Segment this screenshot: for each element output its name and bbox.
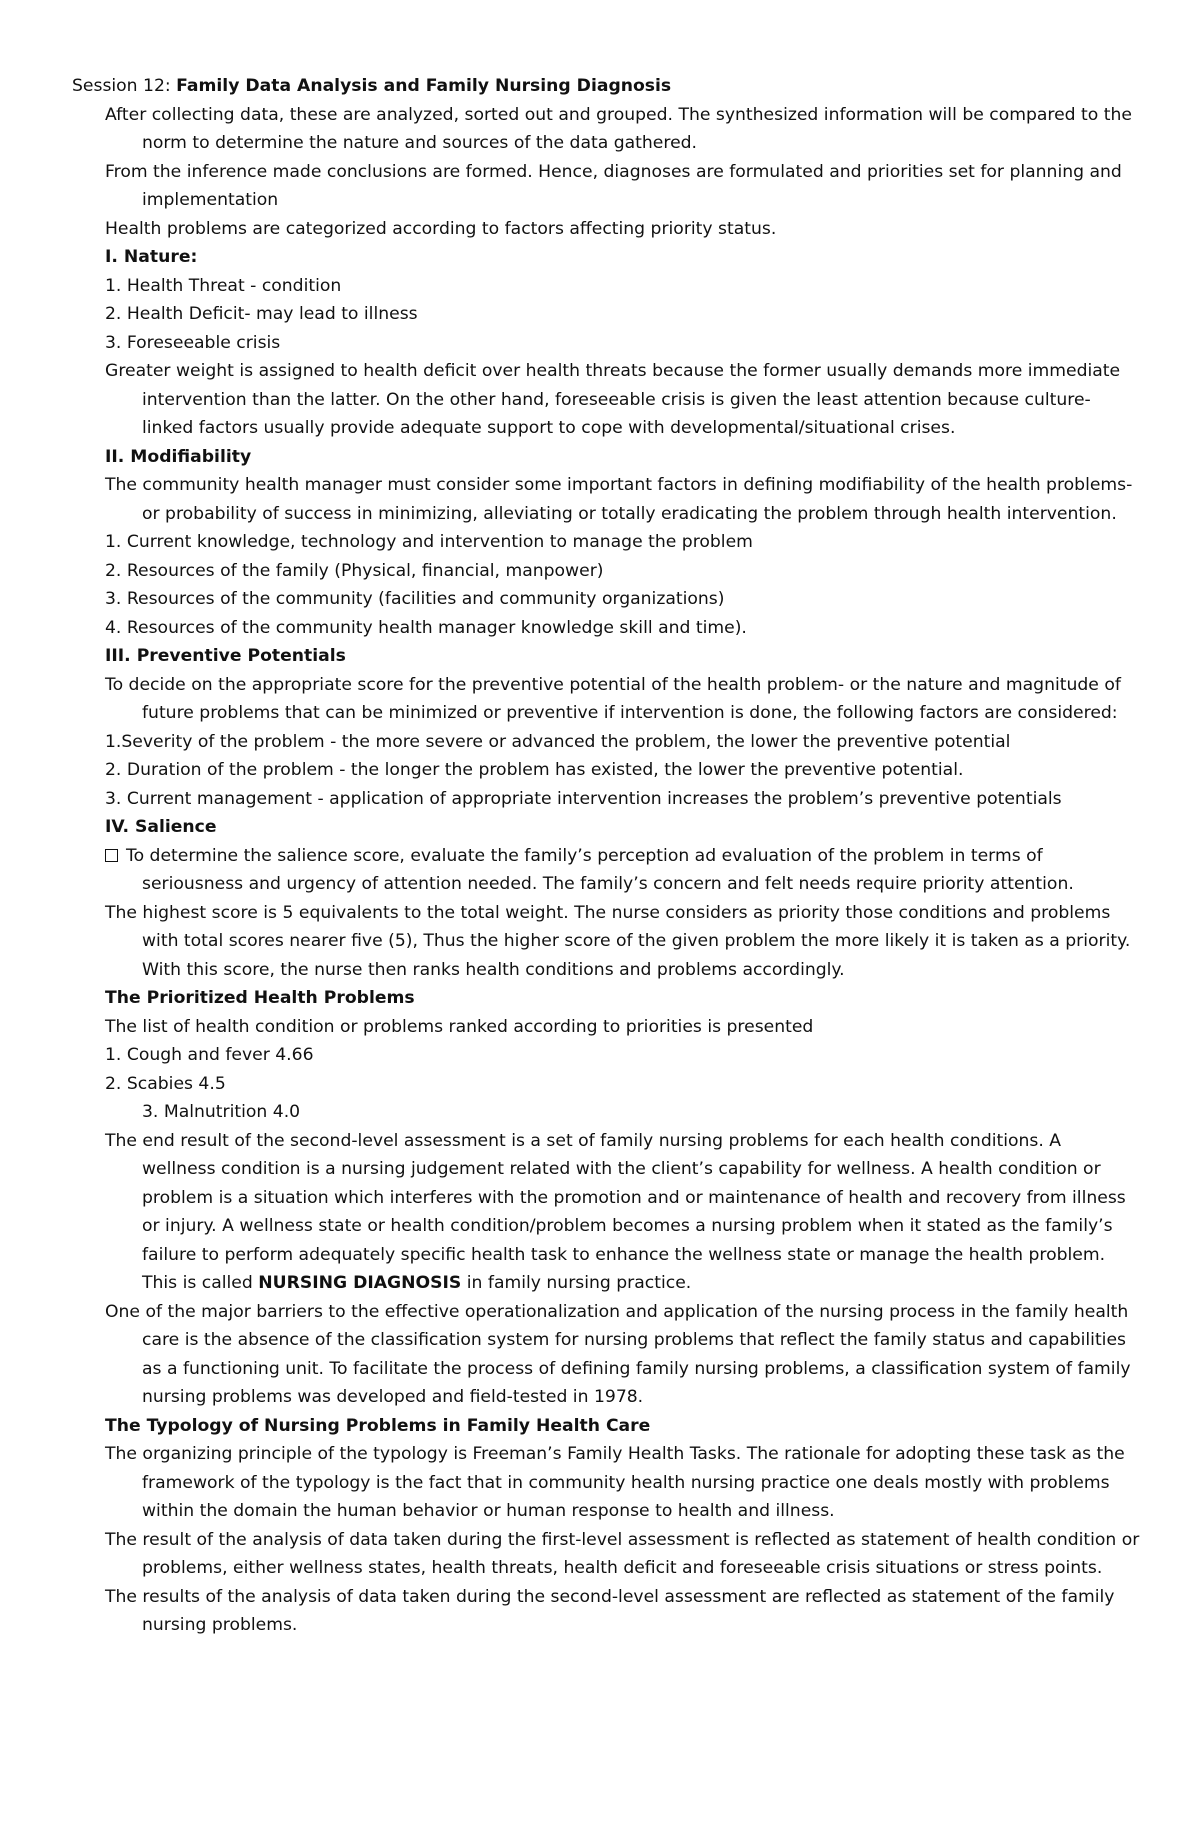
nursing-diagnosis-paragraph <box>105 1127 1140 1298</box>
prioritized-intro: The list of health condition or problems ranked according to priorities is presented <box>105 1016 814 1037</box>
salience-paragraph: The highest score is 5 equivalents to the total weight. The nurse considers as priority those conditions and problems with total scores nearer five (5), Thus the higher score of the given problem the more likely it is taken as a priority. With this score, the nurse then ranks health conditions and problems accordingly. <box>105 902 1131 980</box>
classification-paragraph: One of the major barriers to the effective operationalization and application of the nursing process in the family health care is the absence of the classification system for nursing problems that reflect the family status and capabilities as a functioning unit. To facilitate the process of defining family nursing problems, a classification system of family nursing problems was developed and field-tested in 1978. <box>105 1301 1131 1407</box>
list-item: 3. Resources of the community (facilities and community organizations) <box>105 589 725 609</box>
section-heading-typology: The Typology of Nursing Problems in Family Health Care <box>105 1415 651 1436</box>
salience-bullet <box>105 842 1140 899</box>
list-item: 1.Severity of the problem - the more severe or advanced the problem, the lower the preventive potential <box>105 731 1011 752</box>
list-item: 3. Foreseeable crisis <box>105 332 281 353</box>
section-heading-modifiability: II. Modifiability <box>105 446 252 467</box>
checkbox-bullet-icon <box>105 849 118 862</box>
list-item: 1. Current knowledge, technology and intervention to manage the problem <box>105 532 753 552</box>
salience-bullet-text: To determine the salience score, evaluate the family’s perception ad evaluation of the problem in terms of seriousness and urgency of attention needed. The family’s concern and felt needs require priority attention. <box>126 845 1074 894</box>
intro-paragraph: After collecting data, these are analyzed, sorted out and grouped. The synthesized information will be compared to the norm to determine the nature and sources of the data gathered. <box>105 104 1132 153</box>
nursing-diagnosis-text-after: in family nursing practice. <box>461 1273 692 1293</box>
session-prefix: Session 12: <box>72 76 177 96</box>
session-heading: Family Data Analysis and Family Nursing Diagnosis <box>176 76 672 96</box>
list-item: 3. Current management - application of appropriate intervention increases the problem’s preventive potentials <box>105 788 1062 809</box>
list-item: 2. Health Deficit- may lead to illness <box>105 304 418 324</box>
intro-paragraph: From the inference made conclusions are formed. Hence, diagnoses are formulated and priorities set for planning and implementation <box>105 161 1122 210</box>
list-item: 2. Scabies 4.5 <box>105 1073 226 1094</box>
preventive-paragraph: To decide on the appropriate score for the preventive potential of the health problem- or the nature and magnitude of future problems that can be minimized or preventive if intervention is done, the following factors are considered: <box>105 674 1121 723</box>
intro-paragraph: Health problems are categorized according to factors affecting priority status. <box>105 218 777 239</box>
list-item: 2. Duration of the problem - the longer the problem has existed, the lower the preventive potential. <box>105 760 964 780</box>
typology-paragraph: The results of the analysis of data taken during the second-level assessment are reflected as statement of the family nursing problems. <box>105 1586 1115 1635</box>
list-item: 4. Resources of the community health manager knowledge skill and time). <box>105 617 747 638</box>
list-item: 1. Health Threat - condition <box>105 275 342 296</box>
typology-paragraph: The result of the analysis of data taken during the first-level assessment is reflected as statement of health condition or problems, either wellness states, health threats, health deficit and foreseeable crisis situations or stress points. <box>105 1529 1140 1578</box>
typology-paragraph: The organizing principle of the typology is Freeman’s Family Health Tasks. The rationale for adopting these task as the framework of the typology is the fact that in community health nursing practice one deals mostly with problems within the domain the human behavior or human response to health and illness. <box>105 1444 1125 1521</box>
section-heading-nature: I. Nature: <box>105 247 198 267</box>
list-item: 2. Resources of the family (Physical, financial, manpower) <box>105 560 604 581</box>
section-heading-prioritized: The Prioritized Health Problems <box>105 988 415 1008</box>
section-heading-preventive: III. Preventive Potentials <box>105 646 346 666</box>
list-item: 3. Malnutrition 4.0 <box>142 1102 301 1122</box>
section-heading-salience: IV. Salience <box>105 817 217 837</box>
nursing-diagnosis-text-before: The end result of the second-level assessment is a set of family nursing problems for each health conditions. A wellness condition is a nursing judgement related with the client’s capability for wellness. A health condition or problem is a situation which interferes with the promotion and or maintenance of health and recovery from illness or injury. A wellness state or health condition/problem becomes a nursing problem when it stated as the family’s failure to perform adequately specific health task to enhance the wellness state or manage the health problem. This is called <box>105 1130 1126 1293</box>
modifiability-paragraph: The community health manager must consider some important factors in defining modifiability of the health problems- or probability of success in minimizing, alleviating or totally eradicating the problem through health intervention. <box>105 475 1133 524</box>
nature-paragraph: Greater weight is assigned to health deficit over health threats because the former usually demands more immediate intervention than the latter. On the other hand, foreseeable crisis is given the least attention because culture-linked factors usually provide adequate support to cope with developmental/situational crises. <box>105 361 1121 438</box>
nursing-diagnosis-term: NURSING DIAGNOSIS <box>258 1273 462 1293</box>
list-item: 1. Cough and fever 4.66 <box>105 1045 314 1065</box>
session-title <box>72 72 1140 101</box>
